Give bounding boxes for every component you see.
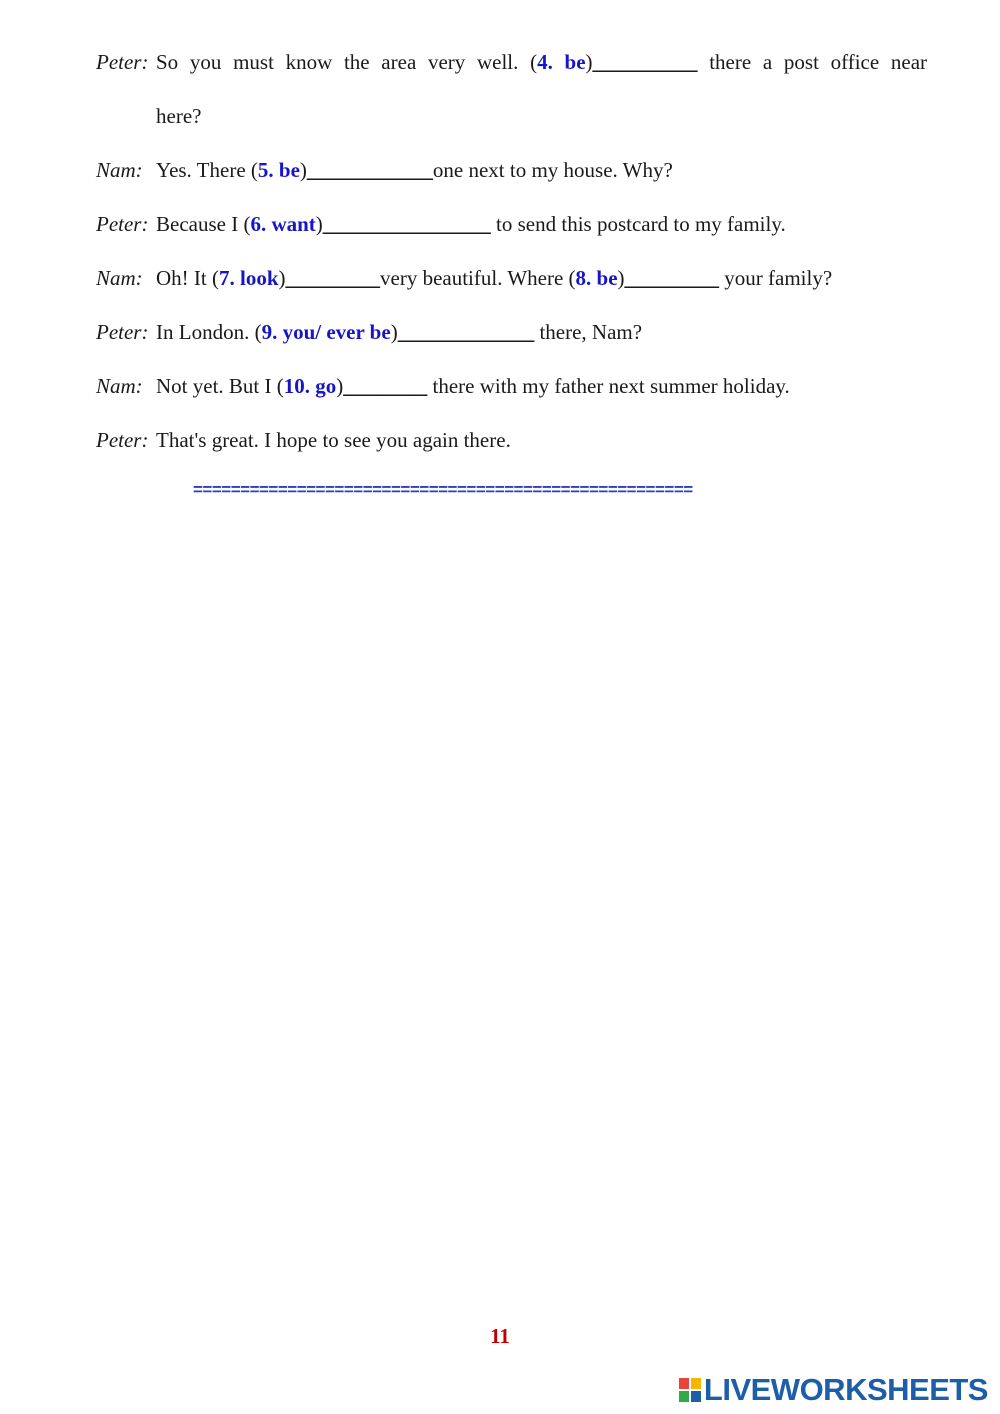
logo-square-red — [679, 1378, 689, 1389]
answer-blank[interactable]: __________ — [592, 50, 698, 74]
dialogue-line-7 — [96, 418, 936, 472]
dialogue — [96, 40, 936, 472]
text-before: Not yet. But I ( — [156, 374, 284, 398]
line-text — [156, 256, 832, 300]
line-text — [156, 40, 927, 84]
text-after: one next to my house. Why? — [432, 158, 673, 182]
logo-square-yellow — [691, 1378, 701, 1389]
text-paren: ) — [617, 266, 625, 290]
speaker-label: Nam: — [96, 158, 143, 182]
answer-blank[interactable]: _________ — [285, 266, 380, 290]
answer-blank[interactable]: ________ — [343, 374, 428, 398]
speaker-label: Nam: — [96, 266, 143, 290]
verb-hint: 8. be — [575, 266, 618, 290]
page-number: 11 — [490, 1324, 510, 1348]
verb-hint: 7. look — [218, 266, 279, 290]
text-paren: ) — [336, 374, 344, 398]
text-paren: ) — [390, 320, 398, 344]
verb-hint: 9. you/ ever be — [261, 320, 391, 344]
verb-hint: 10. go — [283, 374, 337, 398]
line-text — [156, 148, 673, 192]
text-before: In London. ( — [156, 320, 262, 344]
dialogue-line-6 — [96, 364, 936, 418]
answer-blank[interactable]: ____________ — [306, 158, 433, 182]
text-before: Because I ( — [156, 212, 251, 236]
logo-square-blue — [691, 1391, 701, 1402]
line-continuation: here? — [156, 104, 202, 128]
line-text — [156, 202, 786, 246]
text-before: So you must know the area very well. ( — [156, 50, 538, 74]
verb-hint: 5. be — [257, 158, 300, 182]
text-after: there, Nam? — [534, 320, 643, 344]
dialogue-line-3 — [96, 202, 936, 256]
line-text — [156, 364, 790, 408]
text-after: very beautiful. Where ( — [380, 266, 576, 290]
verb-hint: 4. be — [537, 50, 586, 74]
text-paren: ) — [278, 266, 286, 290]
dialogue-line-5 — [96, 310, 936, 364]
logo-square-green — [679, 1391, 689, 1402]
speaker-label: Peter: — [96, 428, 149, 452]
dialogue-line-4 — [96, 256, 936, 310]
speaker-label: Peter: — [96, 50, 149, 74]
speaker-label: Peter: — [96, 212, 149, 236]
text-after: your family? — [719, 266, 833, 290]
answer-blank[interactable]: ________________ — [322, 212, 491, 236]
text-after: there a post office near — [697, 50, 928, 74]
answer-blank[interactable]: _____________ — [397, 320, 535, 344]
separator-line: ===================================================== — [193, 480, 693, 499]
text-after: there with my father next summer holiday. — [427, 374, 790, 398]
speaker-label: Nam: — [96, 374, 143, 398]
line-text: That's great. I hope to see you again there. — [156, 428, 511, 452]
text-before: Yes. There ( — [156, 158, 258, 182]
dialogue-line-1 — [96, 40, 936, 148]
text-before: Oh! It ( — [156, 266, 219, 290]
text-paren: ) — [299, 158, 307, 182]
answer-blank[interactable]: _________ — [624, 266, 720, 290]
dialogue-line-2 — [96, 148, 936, 202]
text-paren: ) — [585, 50, 593, 74]
liveworksheets-logo-icon — [679, 1378, 701, 1402]
liveworksheets-logo — [679, 1372, 988, 1408]
logo-text: LIVEWORKSHEETS — [703, 1372, 988, 1407]
text-after: to send this postcard to my family. — [490, 212, 786, 236]
verb-hint: 6. want — [250, 212, 316, 236]
text-paren: ) — [315, 212, 323, 236]
speaker-label: Peter: — [96, 320, 149, 344]
line-text — [156, 310, 642, 354]
